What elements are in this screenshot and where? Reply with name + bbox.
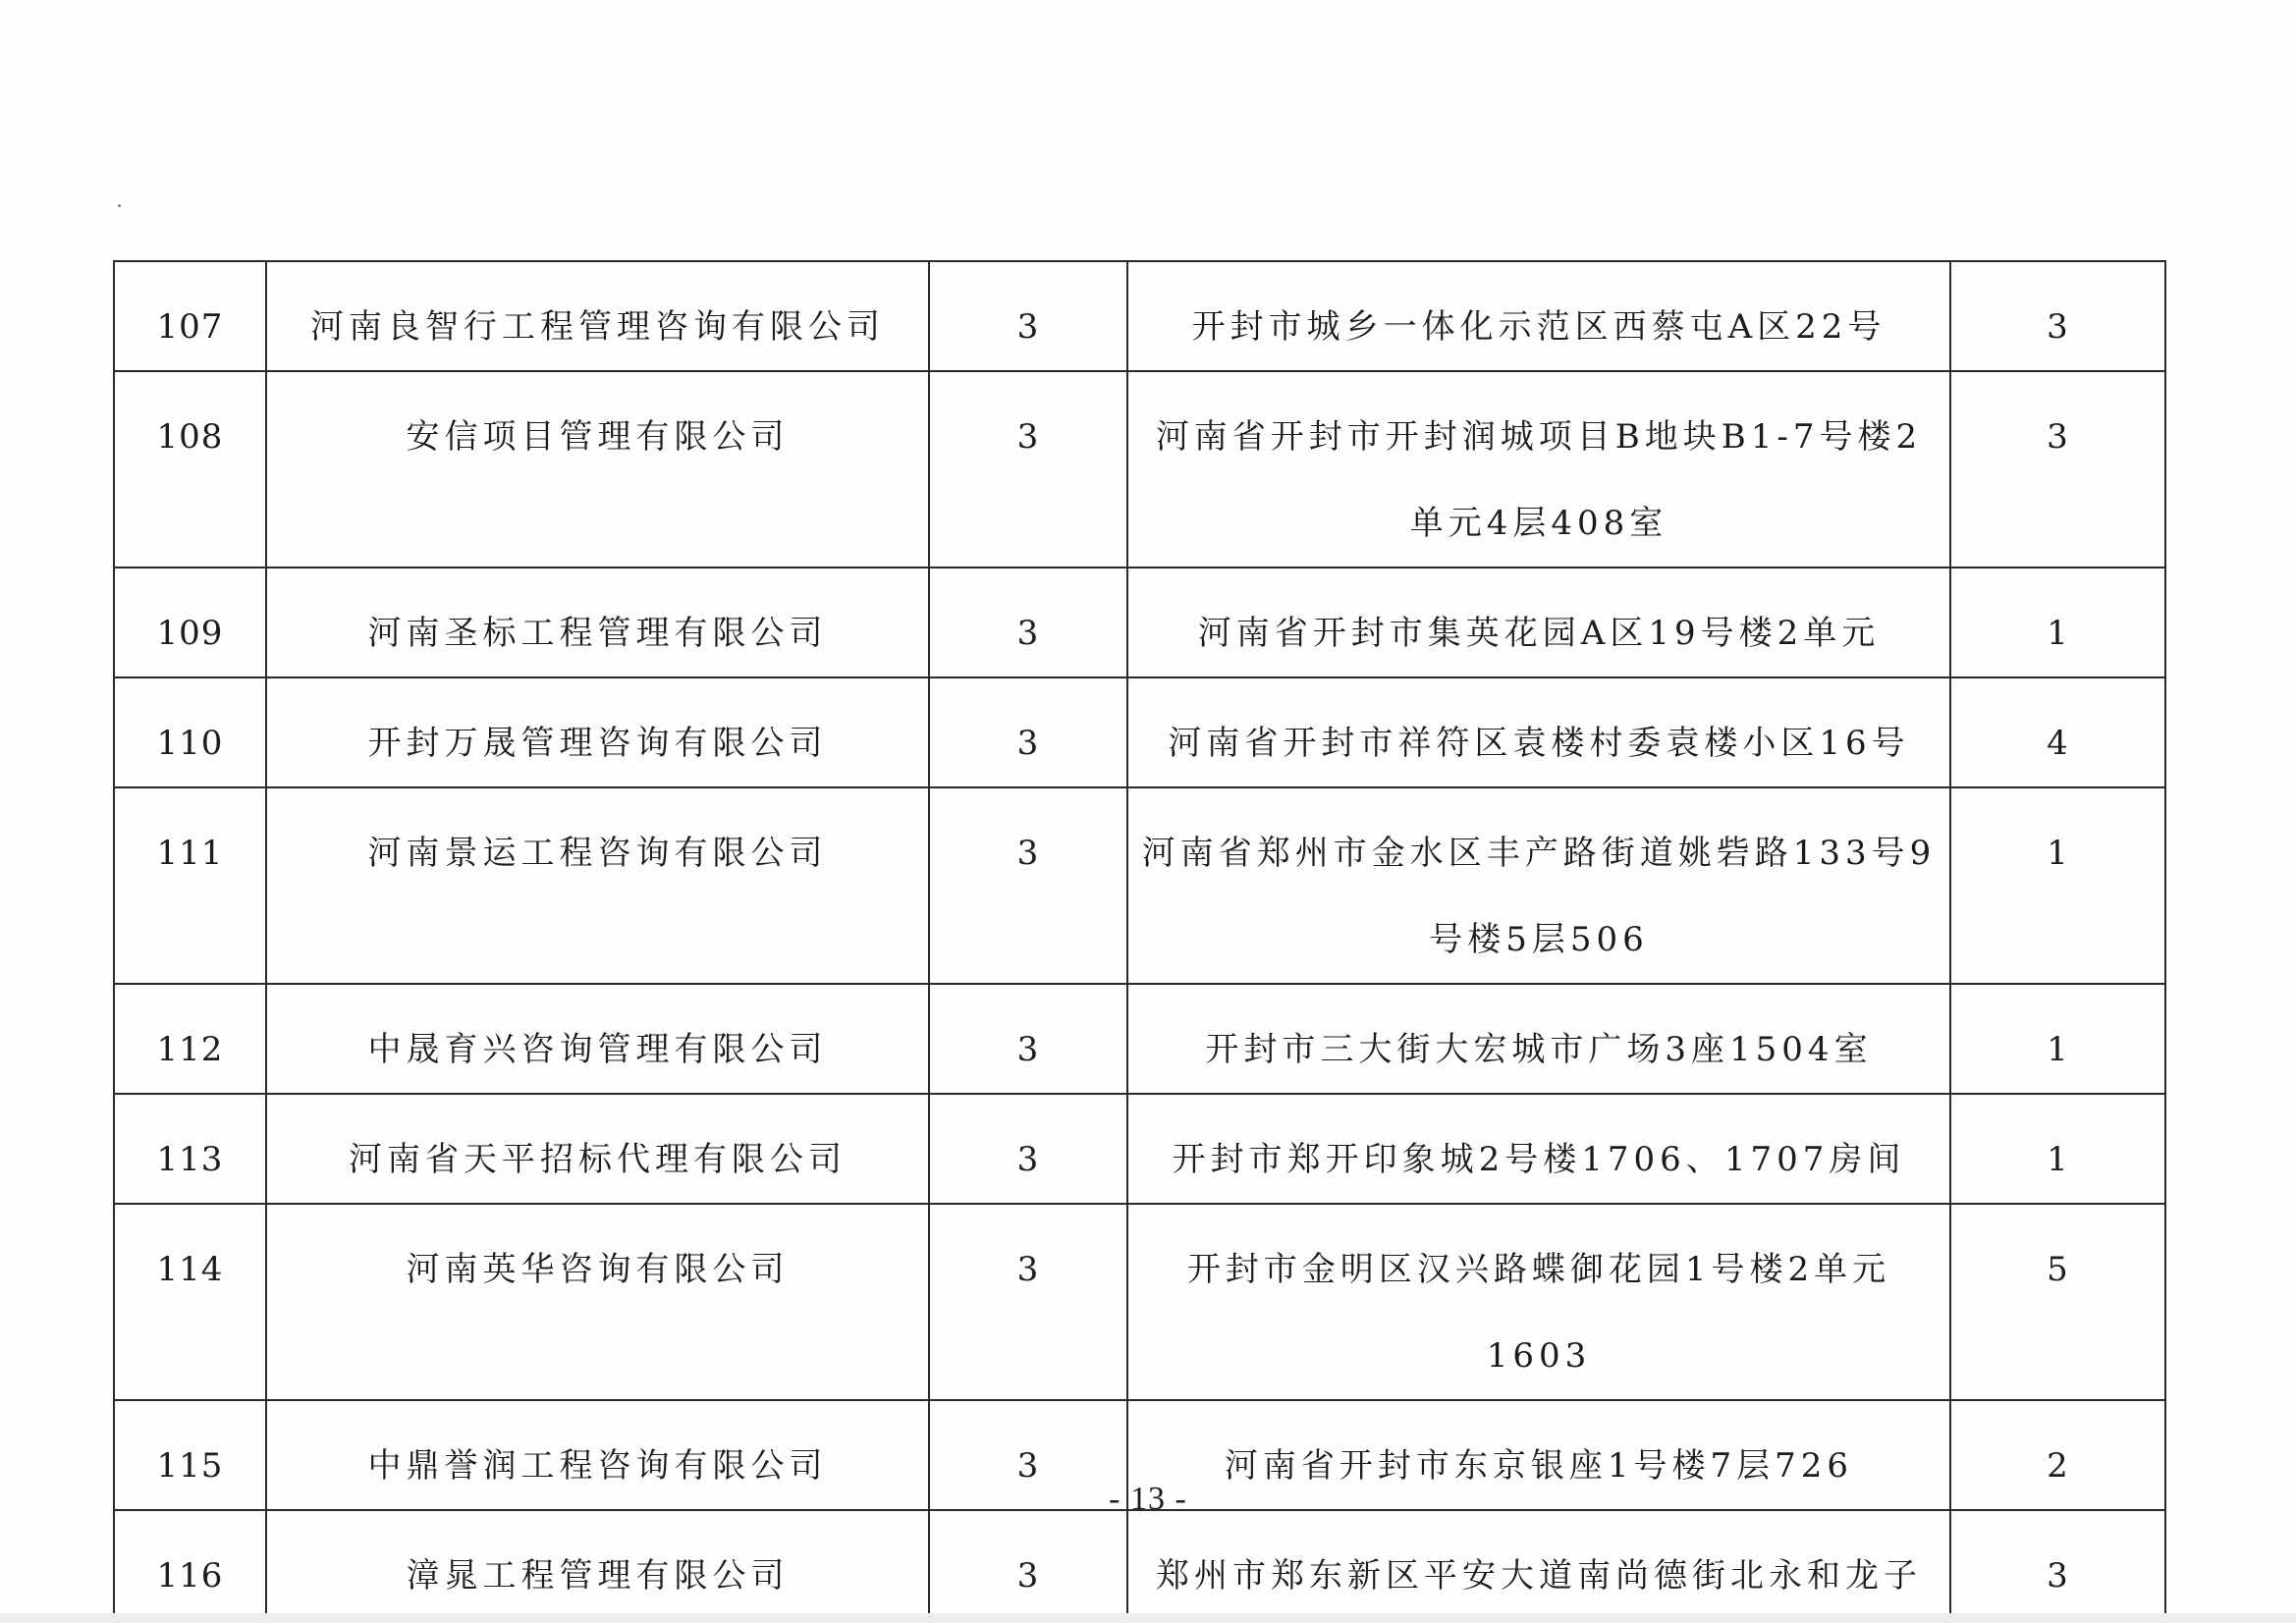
company-name: 河南良智行工程管理咨询有限公司 bbox=[266, 261, 929, 371]
count-cell: 3 bbox=[929, 1204, 1127, 1400]
address-cell: 开封市城乡一体化示范区西蔡屯A区22号 bbox=[1127, 261, 1950, 371]
company-name: 中鼎誉润工程咨询有限公司 bbox=[266, 1400, 929, 1510]
company-name: 河南圣标工程管理有限公司 bbox=[266, 568, 929, 677]
extra-cell: 3 bbox=[1950, 371, 2165, 568]
address-cell: 河南省开封市集英花园A区19号楼2单元 bbox=[1127, 568, 1950, 677]
address-cell: 郑州市郑东新区平安大道南尚德街北永和龙子 bbox=[1127, 1510, 1950, 1620]
company-name: 安信项目管理有限公司 bbox=[266, 371, 929, 568]
table-row bbox=[114, 677, 2165, 787]
row-number: 112 bbox=[114, 984, 266, 1094]
table-row bbox=[114, 1094, 2165, 1204]
address-cell: 河南省开封市开封润城项目B地块B1-7号楼2单元4层408室 bbox=[1127, 371, 1950, 568]
address-cell: 开封市金明区汉兴路蝶御花园1号楼2单元1603 bbox=[1127, 1204, 1950, 1400]
row-number: 114 bbox=[114, 1204, 266, 1400]
company-name: 河南省天平招标代理有限公司 bbox=[266, 1094, 929, 1204]
company-table bbox=[113, 260, 2166, 1621]
address-cell: 开封市郑开印象城2号楼1706、1707房间 bbox=[1127, 1094, 1950, 1204]
count-cell: 3 bbox=[929, 787, 1127, 984]
row-number: 116 bbox=[114, 1510, 266, 1620]
count-cell: 3 bbox=[929, 1094, 1127, 1204]
row-number: 115 bbox=[114, 1400, 266, 1510]
row-number: 113 bbox=[114, 1094, 266, 1204]
row-number: 111 bbox=[114, 787, 266, 984]
count-cell: 3 bbox=[929, 677, 1127, 787]
extra-cell: 2 bbox=[1950, 1400, 2165, 1510]
row-number: 110 bbox=[114, 677, 266, 787]
extra-cell: 5 bbox=[1950, 1204, 2165, 1400]
company-name: 漳晁工程管理有限公司 bbox=[266, 1510, 929, 1620]
table-row bbox=[114, 371, 2165, 568]
count-cell: 3 bbox=[929, 984, 1127, 1094]
row-number: 108 bbox=[114, 371, 266, 568]
count-cell: 3 bbox=[929, 1510, 1127, 1620]
company-name: 河南景运工程咨询有限公司 bbox=[266, 787, 929, 984]
row-number: 107 bbox=[114, 261, 266, 371]
count-cell: 3 bbox=[929, 371, 1127, 568]
table-row bbox=[114, 984, 2165, 1094]
row-number: 109 bbox=[114, 568, 266, 677]
address-cell: 开封市三大街大宏城市广场3座1504室 bbox=[1127, 984, 1950, 1094]
extra-cell: 3 bbox=[1950, 261, 2165, 371]
extra-cell: 1 bbox=[1950, 984, 2165, 1094]
address-cell: 河南省开封市东京银座1号楼7层726 bbox=[1127, 1400, 1950, 1510]
table-row bbox=[114, 568, 2165, 677]
extra-cell: 1 bbox=[1950, 787, 2165, 984]
count-cell: 3 bbox=[929, 568, 1127, 677]
company-name: 中晟育兴咨询管理有限公司 bbox=[266, 984, 929, 1094]
table-row bbox=[114, 1510, 2165, 1620]
extra-cell: 1 bbox=[1950, 568, 2165, 677]
company-name: 河南英华咨询有限公司 bbox=[266, 1204, 929, 1400]
count-cell: 3 bbox=[929, 1400, 1127, 1510]
extra-cell: 1 bbox=[1950, 1094, 2165, 1204]
address-cell: 河南省开封市祥符区袁楼村委袁楼小区16号 bbox=[1127, 677, 1950, 787]
extra-cell: 4 bbox=[1950, 677, 2165, 787]
count-cell: 3 bbox=[929, 261, 1127, 371]
extra-cell: 3 bbox=[1950, 1510, 2165, 1620]
scan-speck bbox=[118, 204, 121, 207]
scan-edge bbox=[0, 1613, 2296, 1623]
address-cell: 河南省郑州市金水区丰产路街道姚砦路133号9号楼5层506 bbox=[1127, 787, 1950, 984]
table-row bbox=[114, 261, 2165, 371]
table-row bbox=[114, 787, 2165, 984]
page-number: - 13 - bbox=[1109, 1481, 1187, 1517]
table-row bbox=[114, 1204, 2165, 1400]
company-name: 开封万晟管理咨询有限公司 bbox=[266, 677, 929, 787]
